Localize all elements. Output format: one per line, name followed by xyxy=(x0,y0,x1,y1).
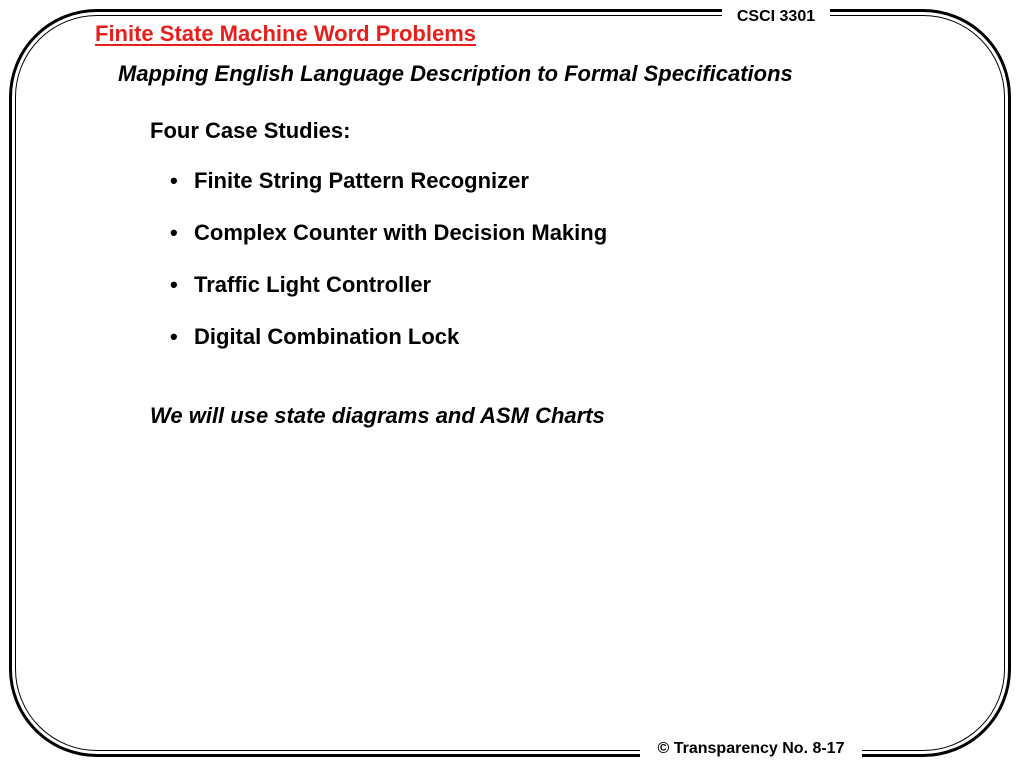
closing-note: We will use state diagrams and ASM Charts xyxy=(150,403,605,428)
slide-title: Finite State Machine Word Problems xyxy=(95,21,476,46)
bullet-icon: • xyxy=(170,168,178,193)
transparency-number: © Transparency No. 8-17 xyxy=(640,737,862,761)
list-item-text: Finite String Pattern Recognizer xyxy=(194,168,529,193)
case-studies-heading: Four Case Studies: xyxy=(150,118,351,143)
list-item xyxy=(170,220,607,272)
bullet-icon: • xyxy=(170,272,178,297)
list-item-text: Complex Counter with Decision Making xyxy=(194,220,608,245)
course-label: CSCI 3301 xyxy=(722,6,830,28)
bullet-icon: • xyxy=(170,324,178,349)
list-item xyxy=(170,324,607,376)
list-item-text: Digital Combination Lock xyxy=(194,324,460,349)
list-item-text: Traffic Light Controller xyxy=(194,272,432,297)
list-item xyxy=(170,168,607,220)
bullet-icon: • xyxy=(170,220,178,245)
case-studies-list xyxy=(170,168,607,376)
list-item xyxy=(170,272,607,324)
slide-subtitle: Mapping English Language Description to Formal Specifications xyxy=(118,61,793,86)
